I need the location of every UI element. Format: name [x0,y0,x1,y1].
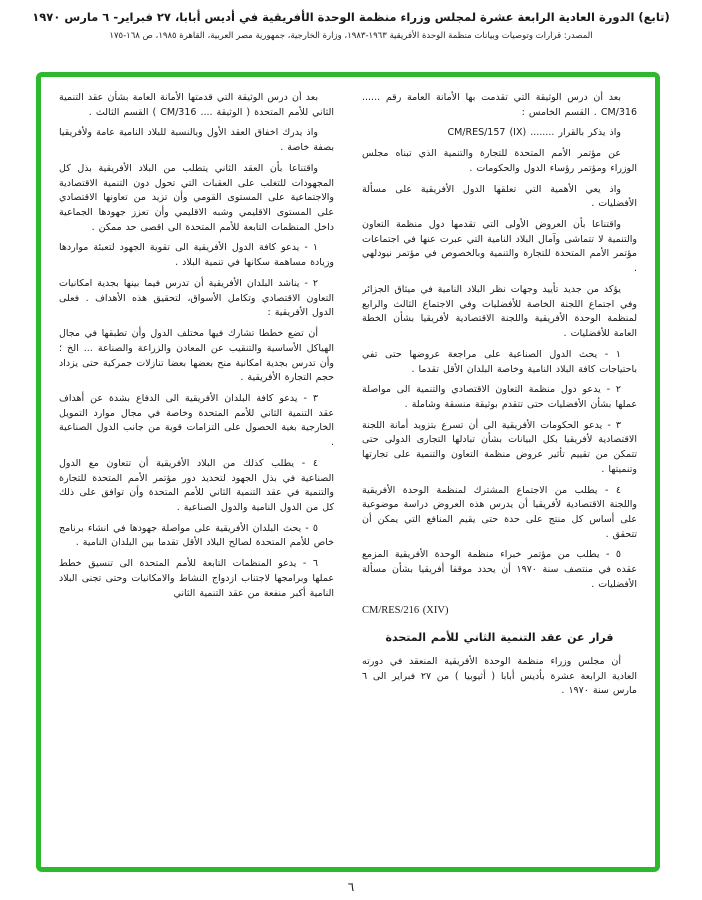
paragraph: ١ - يحث الدول الصناعية على مراجعة عروضها حتى تفي باحتياجات كافة البلاد النامية وخاصة البلدان الأقل تقدما . [362,348,637,375]
paragraph: ٣ - يدعو الحكومات الأفريقية الى أن تسرع بتزويد أمانة اللجنة الاقتصادية لأفريقيا بكل البيانات بشأن تبادلها التجارى الدولى حتى تتمكن من تقييم تأثير عروض منظمة التعاون والتنمية على تجارتها وتنميتها . [362,419,637,475]
paragraph: واقتناعا بأن العروض الأولى التي تقدمها دول منظمة التعاون والتنمية لا تتماشى وآمال البلاد النامية التي عبرت عنها في اجتماعات مؤتمر الأمم المتحدة للتجارة والتنمية وبالخصوص في مؤتمر نيودلهي . [362,219,637,275]
paragraph: بعد أن درس الوثيقة التي تقدمت بها الأمانة العامة رقم ...... CM/316 . القسم الخامس : [362,92,637,118]
paragraph: ٦ - يدعو المنظمات التابعة للأمم المتحدة الى تنسيق خطط عملها وبرامجها لاجتناب ازدواج النشاط والامكانيات وحتى تجنى البلاد النامية أكبر منفعة من عقد التنمية الثاني [59,558,334,599]
paragraph: عن مؤتمر الأمم المتحدة للتجارة والتنمية الذي تبناه مجلس الوزراء ومؤتمر رؤساء الدول والحكومات . [362,148,637,174]
resolution-heading: قرار عن عقد التنمية الثاني للأمم المتحدة [385,630,614,644]
paragraph: ١ - يدعو كافة الدول الأفريقية الى تقوية الجهود لتعبئة مواردها وزيادة مساهمة سكانها في تنمية البلاد . [59,242,334,269]
two-column-layout [41,77,655,867]
document-header [0,0,702,41]
page-footer [0,880,702,894]
paragraph: ٣ - يدعو كافة البلدان الأفريقية الى الدفاع بشدة عن أهداف عقد التنمية الثاني للأمم المتحدة وخاصة في مجال موارد التمويل الخارجية بغية الحصول على التزامات قوية من جانب الدول الصناعية . [59,392,334,449]
column-right [362,91,637,857]
resolution-code: CM/RES/216 (XIV) [362,604,449,616]
paragraph: واقتناعا بأن العقد الثاني يتطلب من البلاد الأفريقية بذل كل المجهودات للتغلب على العقبات التي تحول دون التنمية الاقتصادية والاجتماعية على المستوى القومي وأن تزيد من تعاونها الاقتصادي على المستوى الاقليمي وشبه الاقليمي وأن تعزز جهودها الجماعية داخل المنظمات التابعة للأمم المتحدة الى اقصى حد ممكن . [59,162,334,233]
paragraph: واذ يدرك اخفاق العقد الأول وبالنسبة للبلاد النامية عامة ولأفريقيا بصفة خاصة . [59,127,334,154]
paragraph: أن مجلس وزراء منظمة الوحدة الأفريقية المنعقد في دورته العادية الرابعة عشرة بأديس أبابا ( أثيوبيا ) من ٢٧ فبراير الى ٦ مارس سنة ١٩٧٠ . [362,655,637,697]
paragraph: يؤكد من جديد تأييد وجهات نظر البلاد النامية في ميثاق الجزائر وفي اجتماع اللجنة الخاصة للأفضليات وفي الاجتماع الثالث والرابع لمنظمة الوحدة الأفريقية واللجنة الاقتصادية لأفريقيا بشأن الخطة العامة للأفضليات . [362,283,637,340]
document-body-frame [36,72,660,872]
paragraph: ٢ - يناشد البلدان الأفريقية أن تدرس فيما بينها بجدية امكانيات التعاون الاقتصادي وتكامل الأسواق، لتحقيق هذه الأهداف . فعلى الدول الأفريقية : [59,277,334,319]
paragraph: ٥ - يحث البلدان الأفريقية على مواصلة جهودها في انشاء برنامج خاص للأمم المتحدة لصالح البلاد الأقل تقدما بين البلدان النامية . [59,522,334,549]
paragraph: واذ يذكر بالقرار ........ CM/RES/157 (IX) [447,127,621,139]
paragraph: ٤ - يطلب من الاجتماع المشترك لمنظمة الوحدة الأفريقية واللجنة الاقتصادية لأفريقيا أن يدرس هذه العروض دراسة موضوعية على أساس كل منتج على حدة حتى يقيم المنافع التي يمكن أن تتحقق . [362,484,637,540]
column-left [59,91,334,857]
paragraph: بعد أن درس الوثيقة التي قدمتها الأمانة العامة بشأن عقد التنمية الثاني للأمم المتحدة ( الوثيقة .... CM/316 ) القسم الثالث . [59,92,334,118]
page-number: ٦ [347,880,355,894]
paragraph: ٥ - يطلب من مؤتمر خبراء منظمة الوحدة الأفريقية المزمع عقده في منتصف سنة ١٩٧٠ أن يحدد موقفا أفريقيا بشأن مسألة الأفضليات . [362,549,637,590]
document-title-line: (تابع) الدورة العادية الرابعة عشرة لمجلس وزراء منظمة الوحدة الأفريقية في أديس أبابا، ٢٧ فبراير- ٦ مارس ١٩٧٠ [32,10,670,24]
paragraph: ٢ - يدعو دول منظمة التعاون الاقتصادي والتنمية الى مواصلة عملها بشأن الأفضليات حتى تتقدم بوثيقة منسقة وشاملة . [362,384,637,410]
paragraph: واذ يعي الأهمية التي تعلقها الدول الأفريقية على مسألة الأفضليات . [362,183,637,210]
paragraph: أن تضع خططا تشارك فيها مختلف الدول وأن تطبقها في مجال الهياكل الأساسية والتنقيب عن المعادن والزراعة والصناعة ... الخ ؛ وأن تدرس بجدية امكانية منح بعضها بعضا تنازلات جمركية حتى يزداد حجم التجارة الأفريقية . [59,328,334,384]
paragraph: ٤ - يطلب كذلك من البلاد الأفريقية أن تتعاون مع الدول الصناعية في بذل الجهود لتحديد دور مؤتمر الأمم المتحدة للتجارة والتنمية في عقد التنمية الثاني للأمم المتحدة وأن توافق على ذلك كل من الدول النامية والدول الصناعية . [59,457,334,513]
document-source-line: المصدر: قرارات وتوصيات وبيانات منظمة الوحدة الأفريقية ١٩٦٣-١٩٨٣، وزارة الخارجية، جمهورية مصر العربية، القاهرة ١٩٨٥، ص ١٦٨-١٧٥ [109,31,593,41]
